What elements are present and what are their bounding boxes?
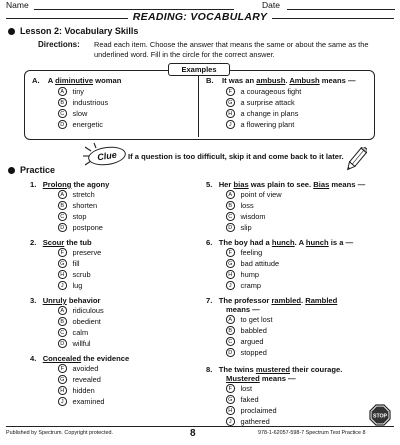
question-mid: . (300, 296, 306, 305)
option[interactable] (226, 189, 386, 200)
answer-bubble[interactable]: J (226, 120, 235, 129)
question-mid: was plain to see. (248, 180, 314, 189)
option-text: fill (72, 259, 80, 268)
option[interactable] (58, 97, 192, 108)
question-mid: . A (294, 238, 306, 247)
answer-bubble[interactable]: B (58, 317, 67, 326)
clue-text: If a question is too difficult, skip it and come back to it later. (128, 152, 344, 161)
clue-badge: Clue (87, 144, 127, 167)
answer-bubble[interactable]: G (226, 259, 235, 268)
example-b-pre: It was an (222, 76, 257, 85)
question-line2: means — (226, 305, 260, 314)
question-6 (206, 238, 386, 291)
option[interactable] (58, 396, 190, 407)
question-number: 4. (30, 354, 37, 363)
option-text: point of view (240, 190, 282, 199)
option[interactable] (226, 405, 386, 416)
option[interactable] (58, 86, 192, 97)
option-text: energetic (72, 120, 103, 129)
examples-label: Examples (168, 63, 230, 76)
option[interactable] (226, 200, 386, 211)
option-text: argued (240, 337, 264, 346)
name-line[interactable] (34, 9, 234, 10)
option[interactable] (58, 385, 190, 396)
answer-bubble[interactable]: G (226, 395, 235, 404)
vocab-word: Concealed (42, 354, 82, 363)
answer-bubble[interactable]: C (58, 212, 67, 221)
answer-bubble[interactable]: F (226, 87, 235, 96)
example-a-num: A. (32, 76, 40, 85)
option[interactable] (58, 200, 190, 211)
question-number: 7. (206, 296, 213, 305)
answer-bubble[interactable]: A (226, 190, 235, 199)
option-text: preserve (72, 248, 102, 257)
option[interactable] (226, 258, 386, 269)
pencil-icon (343, 147, 367, 173)
answer-bubble[interactable]: F (226, 384, 235, 393)
answer-bubble[interactable]: F (226, 248, 235, 257)
option-text: obedient (72, 317, 101, 326)
option[interactable] (58, 258, 190, 269)
example-b-num: B. (206, 76, 214, 85)
option-text: calm (72, 328, 89, 337)
option-text: proclaimed (240, 406, 277, 415)
directions-text: Read each item. Choose the answer that means the same or about the same as the underlined word. Fill in the circle for the correct answer. (94, 40, 369, 59)
option-text: a change in plans (240, 109, 299, 118)
footer-rule (6, 426, 394, 427)
page-title: READING: VOCABULARY (132, 11, 268, 23)
option-text: stopped (240, 348, 267, 357)
option-text: cramp (240, 281, 262, 290)
question-pre: The professor (218, 296, 272, 305)
vocab-word: Rambled (305, 296, 338, 305)
answer-bubble[interactable]: G (58, 375, 67, 384)
answer-bubble[interactable]: H (226, 109, 235, 118)
question-5 (206, 180, 386, 233)
question-pre: Her (218, 180, 234, 189)
question-2 (30, 238, 190, 291)
question-post: the evidence (81, 354, 130, 363)
example-b-post: means — (319, 76, 356, 85)
date-label: Date (262, 0, 280, 10)
option[interactable] (58, 363, 190, 374)
answer-bubble[interactable]: A (58, 306, 67, 315)
vocab-word: Bias (313, 180, 330, 189)
option-text: lost (240, 384, 253, 393)
question-post: means — (259, 374, 296, 383)
question-pre: The boy had a (218, 238, 272, 247)
question-1 (30, 180, 190, 233)
question-7 (206, 296, 386, 358)
option[interactable] (226, 211, 386, 222)
example-b-word: ambush (256, 76, 286, 85)
answer-bubble[interactable]: D (58, 223, 67, 232)
question-pre: The twins (218, 365, 256, 374)
example-b-mid: . (285, 76, 290, 85)
question-mid: their courage. (290, 365, 343, 374)
option[interactable] (58, 316, 190, 327)
example-b (206, 76, 371, 130)
answer-bubble[interactable]: D (58, 120, 67, 129)
vocab-word: bias (233, 180, 249, 189)
option[interactable] (226, 336, 386, 347)
question-number: 3. (30, 296, 37, 305)
example-a-pre: A (47, 76, 56, 85)
question-number: 2. (30, 238, 37, 247)
option[interactable] (226, 394, 386, 405)
option[interactable] (58, 119, 192, 130)
answer-bubble[interactable]: H (58, 386, 67, 395)
option[interactable] (226, 247, 386, 258)
option[interactable] (58, 374, 190, 385)
example-a-post: woman (93, 76, 122, 85)
option-text: avoided (72, 364, 99, 373)
answer-bubble[interactable]: D (226, 223, 235, 232)
option-text: shorten (72, 201, 98, 210)
option[interactable] (226, 325, 386, 336)
answer-bubble[interactable]: A (58, 190, 67, 199)
option[interactable] (58, 211, 190, 222)
option-text: stop (72, 212, 87, 221)
option[interactable] (58, 338, 190, 349)
option-text: hidden (72, 386, 95, 395)
answer-bubble[interactable]: C (226, 337, 235, 346)
option-text: willful (72, 339, 91, 348)
option-text: a courageous fight (240, 87, 302, 96)
question-post: the agony (71, 180, 110, 189)
option[interactable] (226, 222, 386, 233)
practice-bullet (8, 167, 15, 174)
option[interactable] (226, 97, 371, 108)
answer-bubble[interactable]: J (58, 281, 67, 290)
option[interactable] (58, 189, 190, 200)
option-text: bad attitude (240, 259, 280, 268)
option-text: loss (240, 201, 254, 210)
answer-bubble[interactable]: F (58, 364, 67, 373)
option-text: to get lost (240, 315, 273, 324)
question-4 (30, 354, 190, 407)
answer-bubble[interactable]: F (58, 248, 67, 257)
question-number: 5. (206, 180, 213, 189)
answer-bubble[interactable]: D (226, 348, 235, 357)
stop-sign-text: STOP (372, 413, 388, 420)
vocab-word: rambled (271, 296, 301, 305)
answer-bubble[interactable]: C (226, 212, 235, 221)
footer-publisher: Published by Spectrum. Copyright protected. (6, 430, 113, 436)
option-text: a surprise attack (240, 98, 295, 107)
option[interactable] (226, 347, 386, 358)
lesson-title: Lesson 2: Vocabulary Skills (20, 26, 139, 36)
answer-bubble[interactable]: D (58, 339, 67, 348)
vocab-word: Scour (42, 238, 65, 247)
answer-bubble[interactable]: G (226, 98, 235, 107)
option-text: wisdom (240, 212, 266, 221)
footer-isbn: 978-1-62057-598-7 Spectrum Test Practice 8 (258, 430, 366, 436)
question-post: the tub (64, 238, 92, 247)
option[interactable] (226, 383, 386, 394)
vocab-word: mustered (255, 365, 291, 374)
option[interactable] (226, 86, 371, 97)
answer-bubble[interactable]: B (58, 98, 67, 107)
date-line[interactable] (287, 9, 395, 10)
vocab-word: Prolong (42, 180, 72, 189)
option-text: slow (72, 109, 88, 118)
option[interactable] (58, 247, 190, 258)
answer-bubble[interactable]: J (58, 397, 67, 406)
answer-bubble[interactable]: G (58, 259, 67, 268)
option-text: scrub (72, 270, 91, 279)
lesson-bullet (8, 28, 15, 35)
example-b-word2: Ambush (289, 76, 320, 85)
option-text: postpone (72, 223, 103, 232)
option[interactable] (58, 280, 190, 291)
option-text: revealed (72, 375, 101, 384)
question-number: 1. (30, 180, 37, 189)
option-text: tiny (72, 87, 85, 96)
answer-bubble[interactable]: B (226, 326, 235, 335)
option-text: a flowering plant (240, 120, 295, 129)
practice-title: Practice (20, 165, 56, 175)
answer-bubble[interactable]: C (58, 328, 67, 337)
answer-bubble[interactable]: J (226, 281, 235, 290)
option-text: industrious (72, 98, 109, 107)
option[interactable] (58, 269, 190, 280)
example-a-word: diminutive (55, 76, 94, 85)
option-text: faked (240, 395, 259, 404)
vocab-word: Mustered (226, 374, 260, 383)
answer-bubble[interactable]: A (226, 315, 235, 324)
question-3 (30, 296, 190, 349)
option[interactable] (226, 314, 386, 325)
option-text: feeling (240, 248, 263, 257)
answer-bubble[interactable]: H (226, 270, 235, 279)
example-a (32, 76, 192, 130)
option[interactable] (226, 108, 371, 119)
vocab-word: hunch (271, 238, 295, 247)
directions-label: Directions: (38, 40, 80, 49)
question-post: means — (329, 180, 366, 189)
option[interactable] (58, 327, 190, 338)
option-text: lug (72, 281, 83, 290)
option[interactable] (58, 305, 190, 316)
examples-divider (198, 71, 199, 137)
option[interactable] (226, 119, 371, 130)
question-post: is a — (328, 238, 354, 247)
answer-bubble[interactable]: A (58, 87, 67, 96)
name-label: Name (6, 0, 29, 10)
option-text: hump (240, 270, 259, 279)
option-text: examined (72, 397, 105, 406)
option-text: slip (240, 223, 252, 232)
option-text: stretch (72, 190, 95, 199)
vocab-word: Unruly (42, 296, 67, 305)
option-text: babbled (240, 326, 267, 335)
answer-bubble[interactable]: B (226, 201, 235, 210)
option[interactable] (58, 108, 192, 119)
option-text: gathered (240, 417, 270, 426)
vocab-word: hunch (305, 238, 329, 247)
answer-bubble[interactable]: B (58, 201, 67, 210)
question-8 (206, 365, 386, 427)
answer-bubble[interactable]: J (226, 417, 235, 426)
page-number: 8 (190, 428, 196, 439)
option-text: ridiculous (72, 306, 104, 315)
stop-sign-icon (369, 404, 391, 426)
question-number: 8. (206, 365, 213, 374)
option[interactable] (226, 269, 386, 280)
option[interactable] (58, 222, 190, 233)
answer-bubble[interactable]: H (226, 406, 235, 415)
question-post: behavior (66, 296, 101, 305)
option[interactable] (226, 280, 386, 291)
question-number: 6. (206, 238, 213, 247)
answer-bubble[interactable]: H (58, 270, 67, 279)
answer-bubble[interactable]: C (58, 109, 67, 118)
